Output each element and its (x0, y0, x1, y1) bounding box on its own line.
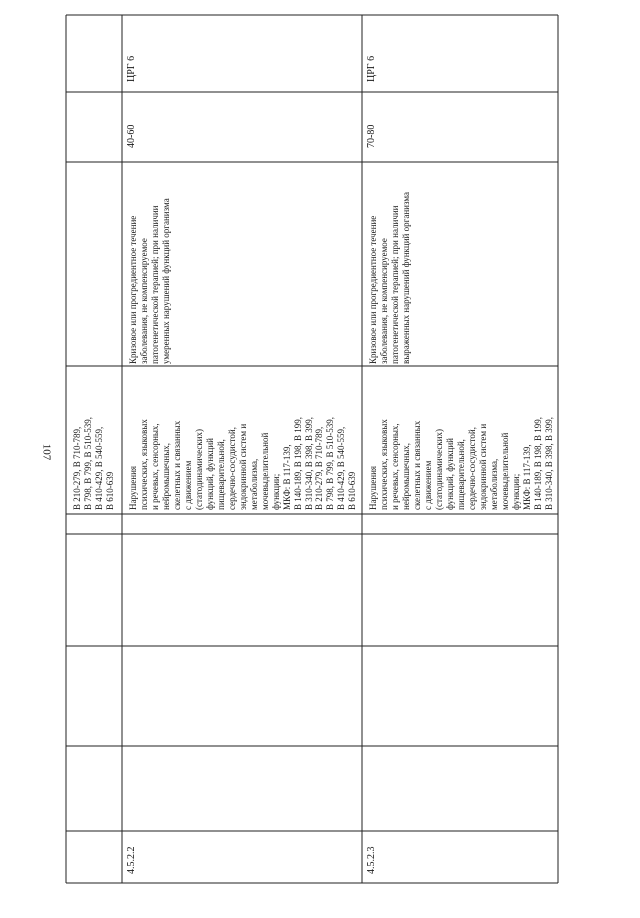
table-cell-impairments: Нарушения психических, языковых и речевых, сенсорных, нейромышечных, скелетных и связанных с движением (статодинамических) функций, функций пищеварительной, сердечно-сосудистой, эндокринной систем и метаболизма, мочевыделительной функции; МКФ: B 117-139, B 140-189, B 198, B 199, B 310-340, B 398, B 399, (368, 416, 554, 510)
table-cell-group: ЦРГ 6 (366, 55, 377, 82)
table-cell-percent: 70-80 (366, 124, 377, 148)
table-cell-percent: 40-60 (126, 124, 137, 148)
table-cell-code: 4.5.2.2 (126, 846, 137, 874)
table-cell-description: Кризовое или прогредиентное течение заболевания, не компенсируемое патогенетической терапией; при наличии выраженных нарушений функций организма (368, 191, 411, 364)
table-cell-impairments: Нарушения психических, языковых и речевых, сенсорных, нейромышечных, скелетных и связанных с движением (статодинамических) функций, функций пищеварительной, сердечно-сосудистой, эндокринной систем и метаболизма, мочевыделительной функции; МКФ: B 117-139, B 140-189, B 198, B 199, B 310-340, B 398, B 399, B 210-279, B 710-789, B 798, B 799, B 510-539, B 410-429, B 540-559, B 610-639 (128, 416, 358, 510)
page-number: 107 (40, 443, 53, 461)
table-cell-continued: B 210-279, B 710-789, B 798, B 799, B 510-539, B 410-429, B 540-559, B 610-639 (72, 416, 115, 510)
table-cell-description: Кризовое или прогредиентное течение заболевания, не компенсируемое патогенетической терапией; при наличии умеренных нарушений функций организма (128, 198, 171, 364)
table-cell-code: 4.5.2.3 (366, 846, 377, 874)
table-cell-group: ЦРГ 6 (126, 55, 137, 82)
